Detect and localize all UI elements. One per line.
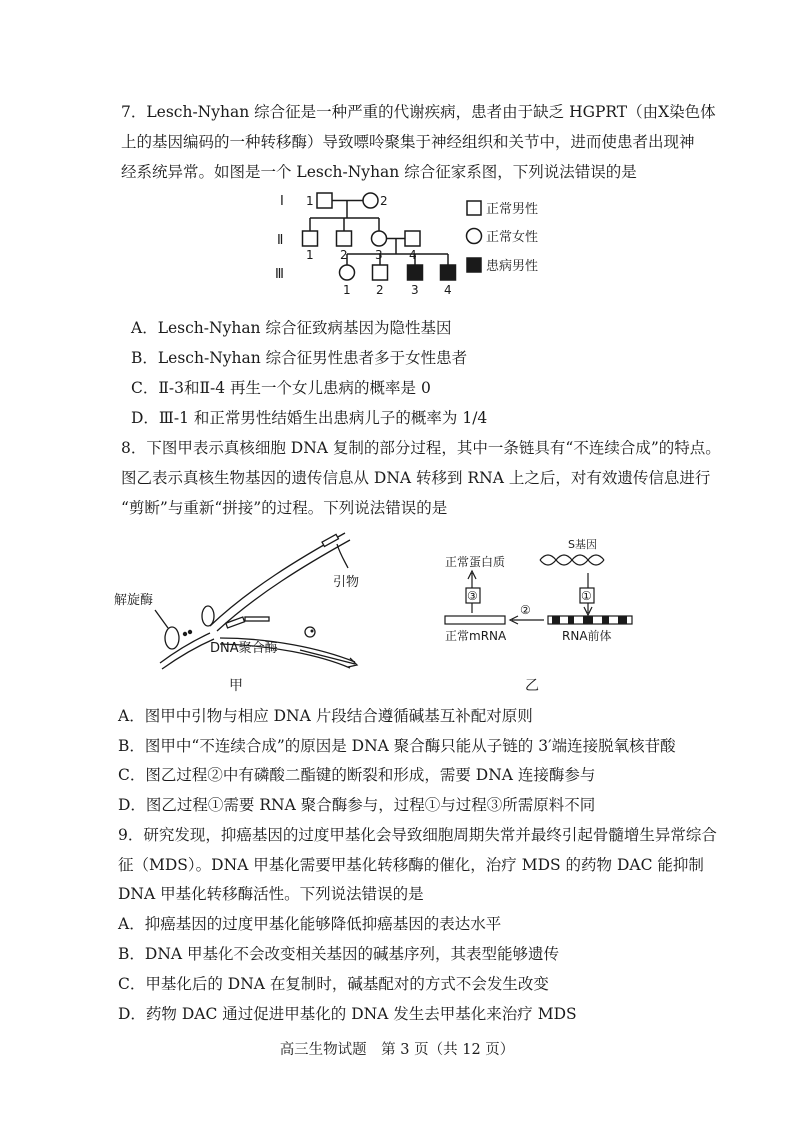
q7-option-b: B．Lesch-Nyhan 综合征男性患者多于女性患者	[131, 349, 468, 367]
pedigree-III-4	[441, 265, 456, 280]
II-3-label: 3	[375, 248, 383, 262]
q9-option-a: A．抑癌基因的过度甲基化能够降低抑癌基因的表达水平	[118, 915, 502, 933]
q7-option-d: D．Ⅲ-1 和正常男性结婚生出患病儿子的概率为 1/4	[131, 409, 488, 427]
q7-option-c: C．Ⅱ-3和Ⅱ-4 再生一个女儿患病的概率是 0	[131, 379, 431, 397]
III-2-label: 2	[376, 283, 384, 297]
q8-stem-line-3: “剪断”与重新“拼接”的过程。下列说法错误的是	[121, 499, 448, 517]
figure-yi	[440, 535, 640, 700]
q8-option-a: A．图甲中引物与相应 DNA 片段结合遵循碱基互补配对原则	[118, 707, 533, 725]
mrna-box	[445, 616, 505, 624]
pedigree-III-1	[340, 265, 355, 280]
normal-protein-label: 正常蛋白质	[445, 555, 506, 569]
pedigree-II-4	[405, 231, 420, 246]
q8-option-b: B．图甲中“不连续合成”的原因是 DNA 聚合酶只能从子链的 3′端连接脱氧核苷酸	[118, 737, 676, 755]
page-footer: 高三生物试题 第 3 页（共 12 页）	[279, 1042, 515, 1058]
figure-yi-caption: 乙	[525, 678, 539, 694]
step3-label: ③	[467, 589, 478, 603]
q7-stem-line-2: 上的基因编码的一种转移酶）导致嘌呤聚集于神经组织和关节中，进而使患者出现神	[121, 133, 695, 151]
q9-option-d: D．药物 DAC 通过促进甲基化的 DNA 发生去甲基化来治疗 MDS	[118, 1005, 577, 1023]
normal-mrna-label: 正常mRNA	[445, 629, 507, 643]
pedigree-II-1	[303, 231, 318, 246]
pedigree-II-3	[372, 231, 387, 246]
s-gene-label: S基因	[568, 538, 597, 551]
rna-precursor-label: RNA前体	[562, 629, 612, 643]
legend-male-icon	[467, 201, 481, 215]
pedigree-I-2	[363, 193, 378, 208]
q8-stem-line-1: 8．下图甲表示真核细胞 DNA 复制的部分过程，其中一条链具有“不连续合成”的特点。	[121, 439, 721, 457]
legend-affected-male-icon	[467, 258, 481, 272]
I-2-label: 2	[380, 194, 388, 208]
q9-option-b: B．DNA 甲基化不会改变相关基因的碱基序列，其表型能够遗传	[118, 945, 560, 963]
figure-jia-caption: 甲	[229, 678, 243, 694]
polymerase-label: DNA聚合酶	[210, 641, 278, 656]
pedigree-III-2	[373, 265, 388, 280]
pedigree-II-2	[337, 231, 352, 246]
q8-option-c: C．图乙过程②中有磷酸二酯键的断裂和形成，需要 DNA 连接酶参与	[118, 766, 596, 784]
generation-III-label: Ⅲ	[275, 267, 284, 282]
II-1-label: 1	[306, 248, 314, 262]
q9-stem-line-1: 9．研究发现，抑癌基因的过度甲基化会导致细胞周期失常并最终引起骨髓增生异常综合	[118, 826, 717, 844]
legend-male-label: 正常男性	[486, 202, 539, 217]
figure-jia	[100, 528, 400, 698]
q7-stem-line-1: 7．Lesch-Nyhan 综合征是一种严重的代谢疾病，患者由于缺乏 HGPRT（由X染色体	[121, 103, 716, 121]
III-1-label: 1	[343, 283, 351, 297]
II-4-label: 4	[409, 248, 417, 262]
I-1-label: 1	[306, 194, 314, 208]
helicase-label: 解旋酶	[114, 593, 154, 608]
q9-option-c: C．甲基化后的 DNA 在复制时，碱基配对的方式不会发生改变	[118, 975, 549, 993]
legend-female-icon	[467, 229, 482, 244]
legend-affected-label: 患病男性	[486, 259, 539, 274]
pedigree-chart	[270, 186, 600, 316]
II-2-label: 2	[340, 248, 348, 262]
q8-option-d: D．图乙过程①需要 RNA 聚合酶参与，过程①与过程③所需原料不同	[118, 796, 596, 814]
step1-label: ①	[581, 589, 592, 603]
primer-label: 引物	[333, 575, 360, 590]
pedigree-I-1	[317, 193, 332, 208]
pedigree-III-3	[408, 265, 423, 280]
step2-label: ②	[520, 603, 531, 617]
generation-II-label: Ⅱ	[277, 233, 284, 248]
q8-stem-line-2: 图乙表示真核生物基因的遗传信息从 DNA 转移到 RNA 上之后，对有效遗传信息进行	[121, 469, 711, 487]
III-3-label: 3	[411, 283, 419, 297]
q9-stem-line-2: 征（MDS）。DNA 甲基化需要甲基化转移酶的催化，治疗 MDS 的药物 DAC 能抑制	[118, 856, 704, 874]
q7-stem-line-3: 经系统异常。如图是一个 Lesch-Nyhan 综合征家系图，下列说法错误的是	[121, 163, 637, 181]
generation-I-label: Ⅰ	[280, 194, 284, 209]
legend-female-label: 正常女性	[486, 230, 539, 245]
III-4-label: 4	[444, 283, 452, 297]
q9-stem-line-3: DNA 甲基化转移酶活性。下列说法错误的是	[118, 885, 424, 903]
q7-option-a: A．Lesch-Nyhan 综合征致病基因为隐性基因	[131, 319, 452, 337]
